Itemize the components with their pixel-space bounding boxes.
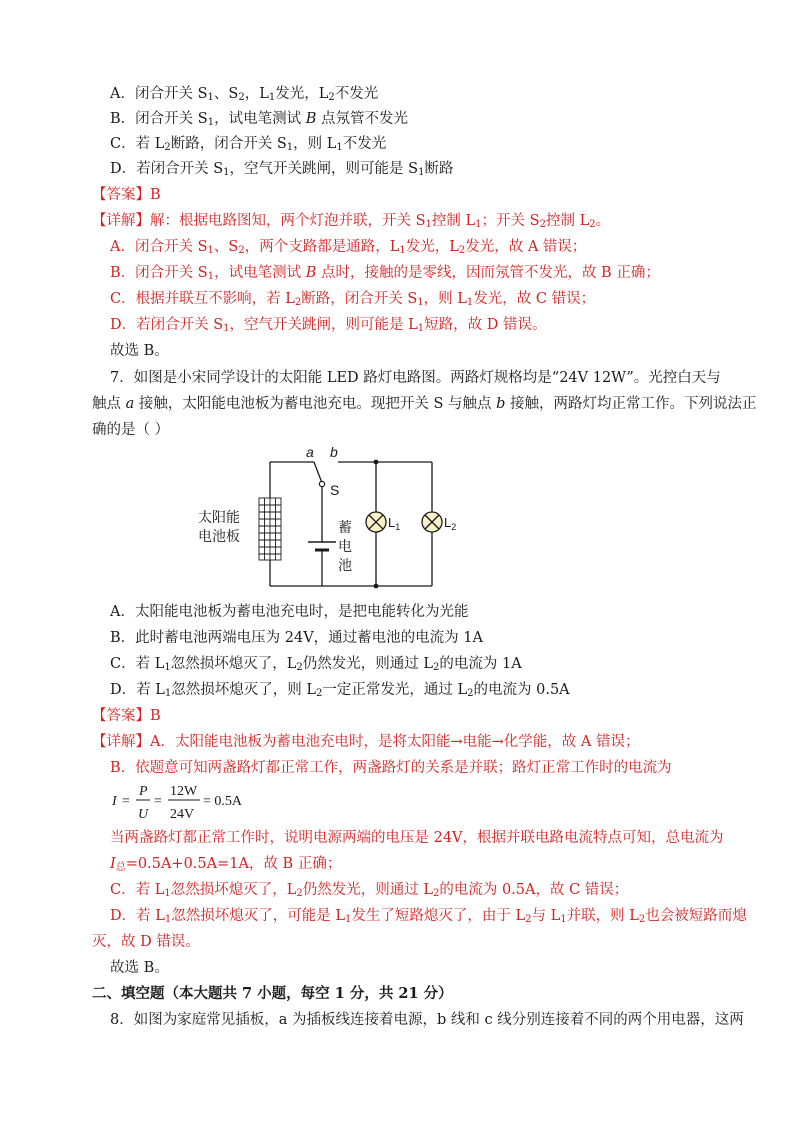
solar-panel (259, 498, 281, 560)
junction-bottom (374, 584, 379, 589)
label-solar-panel-2: 电池板 (198, 528, 240, 544)
label-contact-b: b (330, 444, 338, 460)
formula-denominator: 24V (170, 807, 195, 822)
q6-detail-c: C．根据并联互不影响，若 $L_2$断路，闭合开关 $S_1$，则 $L_1$发光，故 C 错误； (110, 291, 596, 308)
q7-detail-d2: 灭，故 D 错误。 (92, 934, 200, 950)
q7-detail-c: C．若 $L_1$忽然损坏熄灭了，$L_2$仍然发光，则通过 $L_2$的电流为 0.5A，故 C 错误； (110, 882, 629, 899)
q7-conclusion: 故选 B。 (110, 960, 169, 976)
q6-detail-b: B．闭合开关 $S_1$，试电笔测试 B 点时，接触的是零线，因而氖管不发光，故 B 正确； (110, 265, 660, 282)
formula-result: = 0.5A (203, 794, 243, 809)
q6-option-c: C．若 $L_2$断路，闭合开关 $S_1$，则 $L_1$不发光 (110, 136, 387, 153)
label-lamp-l2: $L_2$ (444, 515, 457, 532)
q7-option-d: D．若 $L_1$忽然损坏熄灭了，则 $L_2$一定正常发光，通过 $L_2$的电流为 0.5A (110, 682, 570, 699)
formula-u: U (138, 807, 149, 822)
q6-option-a: A．闭合开关 $S_1$、$S_2$，$L_1$发光，$L_2$不发光 (110, 86, 379, 103)
junction-top (374, 460, 379, 465)
label-lamp-l1: $L_1$ (388, 515, 401, 532)
lamp-l1-icon (366, 512, 386, 532)
q6-conclusion: 故选 B。 (110, 343, 169, 359)
q8-stem-line-1: 8．如图为家庭常见插板，a 为插板线连接着电源，b 线和 c 线分别连接着不同的两个用电器，这两 (110, 1012, 744, 1028)
q6-answer: 【答案】B (92, 187, 161, 203)
q7-answer: 【答案】B (92, 708, 161, 724)
q6-detail-intro: 【详解】解：根据电路图知，两个灯泡并联，开关 $S_1$控制 $L_1$；开关 $S_2$控制 $L_2$。 (92, 213, 611, 230)
q6-detail-a: A．闭合开关 $S_1$、$S_2$，两个支路都是通路，$L_1$发光，$L_2$发光，故 A 错误； (110, 239, 587, 256)
q7-option-b: B．此时蓄电池两端电压为 24V，通过蓄电池的电流为 1A (110, 630, 483, 646)
current-formula (110, 778, 260, 824)
label-switch-s: S (330, 482, 340, 498)
formula-equals-2: = (154, 794, 162, 809)
solar-led-circuit-diagram (180, 440, 460, 590)
label-battery-char-2: 电 (338, 538, 352, 554)
formula-numerator: 12W (170, 784, 198, 799)
formula-lhs-i: I (112, 794, 117, 809)
q6-option-b: B．闭合开关 $S_1$，试电笔测试 B 点氖管不发光 (110, 111, 408, 128)
section-2-heading: 二、填空题（本大题共 7 小题，每空 1 分，共 21 分） (92, 985, 453, 1002)
q6-option-d: D．若闭合开关 $S_1$，空气开关跳闸，则可能是 $S_1$断路 (110, 161, 454, 178)
q7-stem-line-1: 7．如图是小宋同学设计的太阳能 LED 路灯电路图。两路灯规格均是“24V 12W”。光控白天与 (110, 370, 721, 386)
q7-detail-b2: 当两盏路灯都正常工作时，说明电源两端的电压是 24V，根据并联电路电流特点可知，总电流为 (110, 830, 724, 846)
label-solar-panel-1: 太阳能 (198, 509, 240, 525)
q7-stem-line-3: 确的是（ ） (92, 422, 170, 438)
label-battery-char-1: 蓄 (338, 519, 352, 535)
formula-equals-1: = (122, 794, 130, 809)
label-contact-a: a (306, 444, 314, 460)
q7-option-a: A．太阳能电池板为蓄电池充电时，是把电能转化为光能 (110, 604, 469, 620)
label-battery-char-3: 池 (338, 557, 352, 573)
q7-detail-b: B．依题意可知两盏路灯都正常工作，两盏路灯的关系是并联；路灯正常工作时的电流为 (110, 760, 672, 776)
q7-detail-d: D．若 $L_1$忽然损坏熄灭了，可能是 $L_1$发生了短路熄灭了，由于 $L_2$与 $L_1$并联，则 $L_2$也会被短路而熄 (110, 908, 747, 925)
switch-blade (314, 462, 322, 483)
formula-p: P (139, 784, 148, 799)
q7-option-c: C．若 $L_1$忽然损坏熄灭了，$L_2$仍然发光，则通过 $L_2$的电流为 1A (110, 656, 522, 673)
switch-pivot (319, 481, 324, 486)
q7-detail-a: 【详解】A．太阳能电池板为蓄电池充电时，是将太阳能→电能→化学能，故 A 错误； (92, 734, 640, 750)
q6-detail-d: D．若闭合开关 $S_1$，空气开关跳闸，则可能是 $L_1$短路，故 D 错误。 (110, 317, 547, 334)
q7-detail-b3: $I_总=0.5A+0.5A=1A$，故 B 正确； (110, 856, 342, 873)
lamp-l2-icon (422, 512, 442, 532)
q7-stem-line-2: 触点 a 接触，太阳能电池板为蓄电池充电。现把开关 S 与触点 b 接触，两路灯均正常工作。下列说法正 (92, 396, 757, 412)
